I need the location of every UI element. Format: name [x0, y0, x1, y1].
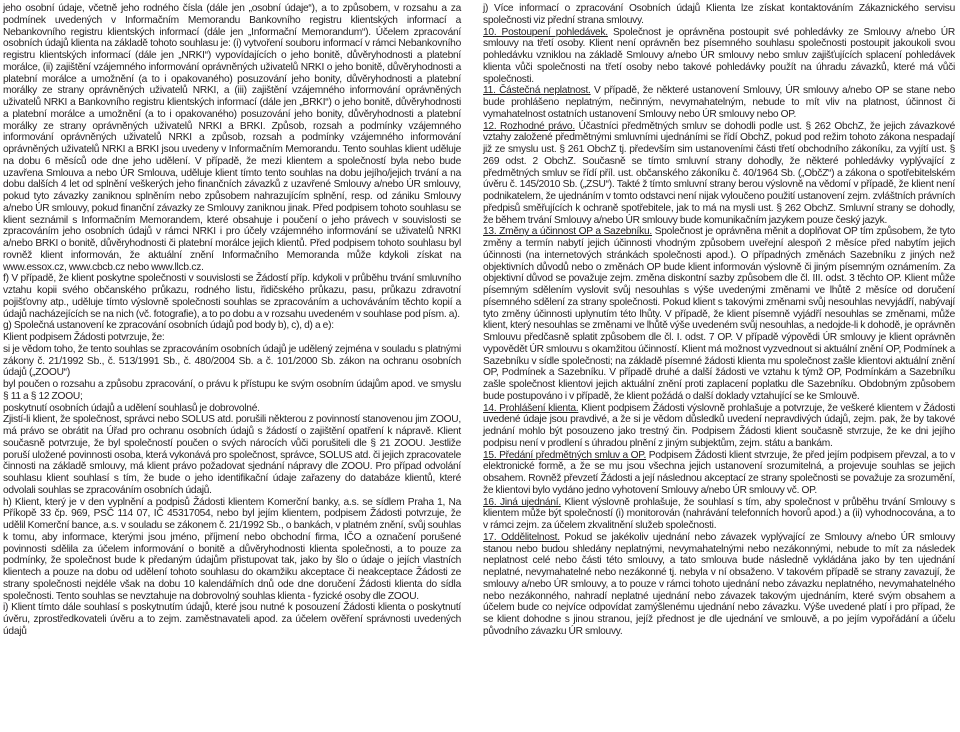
section-10-heading: 10. Postoupení pohledávek. — [483, 26, 608, 38]
left-column — [3, 3, 461, 638]
section-17-text: Pokud se jakékoliv ujednání nebo závazek vyplývající ze Smlouvy a/nebo ÚR smlouvy stanou nebo budou shledány neplatnými, nevymahatelnými nebo nezákonnými, nebude to mít za následek neplatnost celé nebo části této smlouvy, a tato smlouva bude následně vykládána jako by ten ujednání neplatné, nevymahatelné nebo nezákonné tj. nebyla v ní obsaženo. V takovém případě se strany zavazují, že smlouvy a/nebo ÚR smlouvy, a to pouze v rámci tohoto ujednání nebo závazku neplatného, nevymahatelného nebo nezákonného, nahradí neplatné ujednání nebo závazek takovým ujednáním, které svým obsahem a účelem bude co nejvíce odpovídat zamýšlenému ujednání nebo závazku. Výše uvedené platí i pro případ, že se klient dohodne s jinou stranou, jejíž přednost je dle ujednání ve smlouvě, a po jejím vypořádání a účelu původního závazku ÚR smlouvy. — [483, 531, 955, 637]
more-info-paragraph: j) Více informací o zpracování Osobních údajů Klienta lze získat kontaktováním Zákaznického servisu společnosti viz přední strana smlouvy. — [483, 3, 955, 26]
section-13-heading: 13. Změny a účinnost OP a Sazebníku. — [483, 226, 652, 238]
section-15-heading: 15. Předání předmětných smluv a OP. — [483, 449, 647, 461]
confirm-law-item: si je vědom toho, že tento souhlas se zpracováním osobních údajů je udělený zejména v souladu s platnými zákony č. 21/1992 Sb., č. 513/1991 Sb., č. 480/2004 Sb. a č. 101/2000 Sb. zákon na ochranu osobních údajů („ZOOU“) — [3, 343, 461, 379]
consent-paragraph-i: i) Klient tímto dále souhlasí s poskytnutím údajů, které jsou nutné k posouzení Žádosti klienta o poskytnutí úvěru, zprostředkovateli úvěru a to zejm. zaměstnavateli apod. za účelem ověření správnosti uvedených údajů — [3, 602, 461, 637]
section-17-heading: 17. Oddělitelnost. — [483, 531, 560, 543]
section-11 — [483, 85, 955, 120]
section-11-text: V případě, že některé ustanovení Smlouvy, ÚR smlouvy a/nebo OP se stane nebo bude prohlášeno neplatným, nečinným, nevymahatelným, nebude to mít vliv na platnost, účinnost či vymahatelnost ostatních ustanovení Smlouvy nebo ÚR smlouvy nebo OP. — [483, 85, 955, 120]
section-16 — [483, 497, 955, 532]
consent-paragraph-f: f) V případě, že klient poskytne společnosti v souvislosti se Žádostí příp. kdykoli v průběhu trvání smluvního vztahu kopii svého občanského průkazu, rodného listu, řidičského průkazu, pasu, průkazu zdravotní pojišťovny atp., uděluje tímto výslovně společnosti souhlas se zpracováním a uchováváním těchto kopií a údajů nacházejících se na nich (vč. fotografie), a to po dobu a v rozsahu uvedeném v souhlase pod písm. a). — [3, 273, 461, 320]
consent-paragraph-e: jeho osobní údaje, včetně jeho rodného čísla (dále jen „osobní údaje“), a to způsobem, v rozsahu a za podmínek uvedených v Informačním Memorandu Bankovního registru klientských informací a Nebankovního registru klientských informací (dále jen „Informační Memorandum“). Účelem zpracování osobních údajů klienta na základě tohoto souhlasu je: (i) vytvoření souboru informací v rámci Nebankovního registru klientských informací (dále jen „NRKI“) vypovídajících o jeho bonitě, důvěryhodnosti a platební morálce, (ii) zajištění vzájemného informování oprávněných uživatelů NRKI o jeho bonitě, důvěryhodnosti a platební morálce a umožnění (a to i opakovaného) posuzování jeho bonity, důvěryhodnosti a platební morálky ze strany oprávněných uživatelů NRKI, a (iii) zajištění vzájemného informování oprávněných uživatelů NRKI a Bankovního registru klientských informací (dále jen „BRKI“) o jeho bonitě, důvěryhodnosti a platební morálce a umožnění (a to i opakovaného) posuzování jeho bonity, důvěryhodnosti a platební morálky ze strany oprávněných uživatelů NRKI a BRKI. Způsob, rozsah a podmínky vzájemného informování oprávněných uživatelů NRKI a způsob, rozsah a podmínky vzájemného informování oprávněných uživatelů NRKI a BRKI jsou uvedeny v Informačním Memorandu. Tento souhlas klient uděluje na dobu 6 měsíců ode dne jeho udělení. V případě, že mezi klientem a společností byla nebo bude uzavřena Smlouva a nebo ÚR Smlouva, uděluje klient tímto tento souhlas na dobu jejího/jejich trvání a na dobu dalších 4 let od splnění veškerých jeho finančních závazků z uzavřené Smlouvy a/nebo ÚR smlouvy, pokud tyto závazky zaniknou splněním nebo způsobem nahrazujícím splnění, resp. od zániku Smlouvy a/nebo ÚR smlouvy, pokud finanční závazky ze Smlouvy zaniknou jinak. Před podpisem tohoto souhlasu se klient seznámil s Informačním Memorandem, které obsahuje i poučení o jeho právech v souvislosti se zpracováním jeho osobních údajů v rámci NRKI i pro účely vzájemného informování se uživatelů NRKI a/nebo BRKI o bonitě, důvěryhodnosti či platební morálce jejich klientů. Před podpisem tohoto souhlasu byl rovněž klient informován, že aktuální znění Informačního Memoranda může kdykoli získat na www.essox.cz, www.cbcb.cz nebo www.llcb.cz. — [3, 3, 461, 273]
section-12 — [483, 121, 955, 227]
confirm-voluntary-item: poskytnutí osobních údajů a udělení souhlasů je dobrovolné. — [3, 402, 260, 414]
section-12-heading: 12. Rozhodné právo. — [483, 120, 575, 132]
section-14 — [483, 403, 955, 450]
section-15-text: Podpisem Žádosti klient stvrzuje, že před jejím podpisem převzal, a to v elektronické formě, a že se mu jsou všechna jejich ustanovení srozumitelná, a projevuje souhlas se jejich obsahem. Rovněž převzetí Žádosti a její následnou akceptací ze strany společnosti se považuje za srozumění, že klientovi bylo vydáno jedno vyhotovení Smlouvy a/nebo ÚR smlouvy vč. OP. — [483, 449, 956, 496]
section-16-text: Klient výslovně prohlašuje, že souhlasí s tím, aby společnost v průběhu trvání Smlouvy s klientem může být společností (i) monitorován (nahrávání telefonních hovorů apod.) a (ii) vyhodnocována, a to v rámci zejm. za účelem zkvalitnění služeb společnosti. — [483, 496, 955, 531]
section-13-text: Společnost je oprávněna měnit a doplňovat OP tím způsobem, že tyto změny a termín nabytí jejich účinnosti vhodným způsobem uveřejní alespoň 2 měsíce před nabytím jejich účinnosti (na internetových stránkách společnosti apod.). O případných změnách Sazebníku z jiných než objektivních důvodů nebo o změnách OP bude klient informován výslovně či jiným písemným oznámením. Za objektivní důvod se považuje zejm. změna diskontní sazby způsobem dle čl. III. odst. 3 těchto OP. Klient může písemným sdělením vyslovit svůj nesouhlas s výše uvedenými změnami ve lhůtě 2 měsíce od doručení písemného sdělení za strany společnosti. Pokud klient s takovými změnami svůj nesouhlas nevyjádří, nabývají tyto změny účinnosti uplynutím této lhůty. V případě, že klient písemně vyjádří nesouhlas se změnami, může klient, který nesouhlas se změnami ve lhůtě výše uvedeném svůj nesouhlas, a nedojde-li k dohodě, je oprávněn Smlouvu předčasně splatit způsobem dle čl. I. odst. 7 OP. V případě výpovědi ÚR smlouvy je klient oprávněn vypovědět ÚR smlouvu s okamžitou účinností. Klient má možnost vyzvednout si aktuální znění OP, Podmínek a Sazebníku v sídle společnosti; na základě písemné žádosti klienta mu společnost zašle klientovi aktuální znění OP, Podmínek a Sazebníku. V případě druhé a další žádosti ve vztahu k týmž OP, Podmínkám a Sazebníku zašle společnost klientovi jejich aktuální znění proti zaplacení poplatku dle Sazebníku. Obdobným způsobem bude postupováno i v případě, že klient požádá o další doklady vztahující se ke Smlouvě. — [483, 226, 955, 402]
right-column — [483, 3, 955, 638]
section-12-text: Účastníci předmětných smluv se dohodli podle ust. § 262 ObchZ, že jejich závazkové vztahy založené předmětnými smluvními ujednáními se řídí ObchZ, pokud pod režim tohoto zákona nespadají již ze smyslu ust. § 261 ObchZ tj. především sim ustanoveními části třetí obchodního zákoníku, za vyjítí ust. § 269 odst. 2 ObchZ. Současně se tímto smluvní strany dohodly, že některé pohledávky vyplývající z předmětných smluv se řídí příl. ust. občanského zákoníku č. 40/1964 Sb. („ObčZ“) a zákona o spotřebitelském úvěru č. 145/2010 Sb. („ZSU“). Takté ž tímto smluvní strany berou výslovně na vědomí v případě, že klient není podnikatelem, že ujednáním v tomto odstavci není nijak vyloučeno použití ustanovení zejm. zvláštních právních předpisů směřujících k ochraně spotřebitele, jak to má na mysli ust. § 262 ObchZ. Smluvní strany se dohodly, že během trvání Smlouvy a/nebo ÚR smlouvy bude komunikačním jazykem pouze český jazyk. — [483, 120, 956, 226]
section-13 — [483, 226, 955, 402]
section-16-heading: 16. Jiná ujednání. — [483, 496, 561, 508]
rights-paragraph: Zjistí-li klient, že společnost, správci nebo SOLUS atd. porušili některou z povinností stanovenou jim ZOOU, má právo se obrátit na Úřad pro ochranu osobních údajů s žádostí o zajištění opatření k nápravě. Klient současně potvrzuje, že byl společností poučen o svých nárocích vůči porušiteli dle § 21 ZOOU. Jestliže poruší uložené povinnosti osoba, která vykonává pro společnost, správce, SOLUS atd. či jejich zpracovatele činnosti na základě smlouvy, má klient právo požadovat sjednání nápravy dle ZOOU. Pro případ odvolání souhlasu klient souhlasí s tím, že bude o jeho identifikační údaje zařazeny do databáze klientů, které odvolali souhlas se zpracováním osobních údajů. — [3, 414, 461, 496]
confirm-informed-item: byl poučen o rozsahu a způsobu zpracování, o právu k přístupu ke svým osobním údajům apod. ve smyslu § 11 a § 12 ZOOU; — [3, 379, 461, 402]
common-provisions-heading: g) Společná ustanovení ke zpracování osobních údajů pod body b), c), d) a e): — [3, 320, 334, 332]
client-confirms-intro: Klient podpisem Žádosti potvrzuje, že: — [3, 332, 165, 343]
section-17 — [483, 532, 955, 638]
bank-consent-paragraph-h: h) Klient, který je v den vyplnění a podpisů Žádosti klientem Komerční banky, a.s. se sídlem Praha 1, Na Příkopě 33 čp. 969, PSČ 114 07, IČ 45317054, nebo byl jejím klientem, podpisem Žádosti potvrzuje, že udělil Komerční bance, a.s. v souladu se zákonem č. 21/1992 Sb., o bankách, v platném znění, svůj souhlas k tomu, aby informace, kterými jsou jméno, příjmení nebo obchodní firma, IČO a označení porušené povinnosti sdělila za účelem informování o bonitě a důvěryhodnosti klienta společnosti, a to pouze za podmínky, že společnost bude k předaným údajům přistupovat tak, jako by šlo o údaje o jejích vlastních klientech a pouze na dobu od udělení tohoto souhlasu do okamžiku akceptace či neakceptace Žádosti ze strany společnosti nejdéle však na dobu 10 kalendářních dnů ode dne doručení Žádosti klienta do sídla společnosti. Tento souhlas se nevztahuje na dobrovolný souhlas klienta - fyzické osoby dle ZOOU. — [3, 496, 461, 602]
section-11-heading: 11. Částečná neplatnost. — [483, 85, 591, 97]
section-15 — [483, 450, 955, 497]
section-14-heading: 14. Prohlášení klienta. — [483, 402, 579, 414]
section-10-text: Společnost je oprávněna postoupit své pohledávky ze Smlouvy a/nebo ÚR smlouvy na třetí osoby. Klient není oprávněn bez písemného souhlasu společnosti postoupit jakoukoli svou pohledávku vzniklou na základě Smlouvy a/nebo ÚR smlouvy nebo smluv zajišťujících splacení pohledávek klienta vůči společnosti na třetí osoby nebo takové pohledávky použít na úhradu závazků, které má vůči společnosti. — [483, 26, 955, 85]
section-14-text: Klient podpisem Žádosti výslovně prohlašuje a potvrzuje, že veškeré klientem v Žádosti uvedené údaje jsou pravdivé, a že si je vědom důsledků uvedení nepravdivých údajů, zejm. pak, že by takové jednání mohlo být posouzeno jako trestný čin. Podpisem Žádosti klient současně stvrzuje, že ke dni jejího podpisu není v prodlení s úhradou plnění z jiným subjektům, zejm. státu a bankám. — [483, 402, 955, 449]
section-10 — [483, 27, 955, 86]
